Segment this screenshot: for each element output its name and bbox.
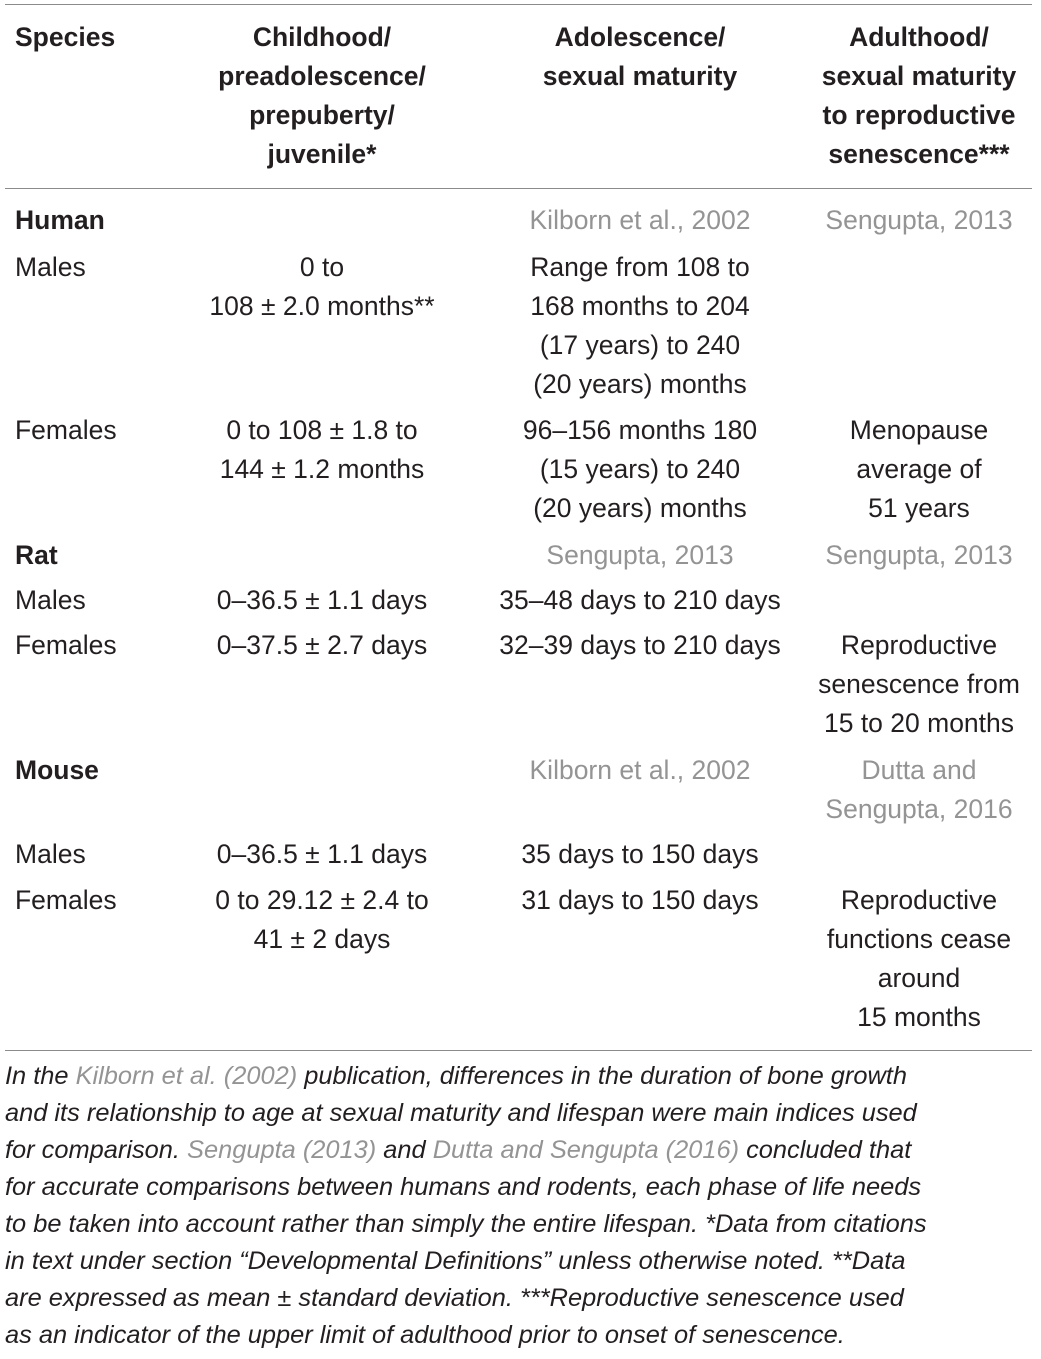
cell-line: 0 to bbox=[299, 252, 345, 282]
rat-males-adolescence: 35–48 days to 210 days bbox=[499, 585, 781, 615]
top-rule bbox=[5, 4, 1032, 5]
mouse-females-adulthood bbox=[827, 881, 1011, 1037]
cell-line: 15 to 20 months bbox=[823, 708, 1015, 738]
mouse-females-adolescence: 31 days to 150 days bbox=[521, 885, 759, 915]
human-adulthood-reference: Sengupta, 2013 bbox=[825, 205, 1013, 235]
footnote-line: for comparison. Sengupta (2013) and Dutta and Sengupta (2016) concluded that bbox=[5, 1136, 912, 1164]
header-adulthood bbox=[822, 18, 1016, 174]
human-males-label: Males bbox=[15, 252, 86, 282]
rat-females-adulthood bbox=[818, 626, 1020, 743]
cell-line: senescence from bbox=[818, 669, 1020, 699]
cell-line: Sengupta, 2016 bbox=[825, 794, 1013, 824]
human-females-childhood bbox=[220, 411, 425, 489]
rat-females-adolescence: 32–39 days to 210 days bbox=[499, 630, 781, 660]
mouse-females-childhood bbox=[215, 881, 428, 959]
mouse-females-label: Females bbox=[15, 885, 117, 915]
header-line: prepuberty/ bbox=[249, 100, 395, 130]
footnote-line: are expressed as mean ± standard deviation. ***Reproductive senescence used bbox=[5, 1284, 904, 1312]
header-line: sexual maturity bbox=[542, 61, 738, 91]
dutta-sengupta-citation-link[interactable]: Dutta and Sengupta (2016) bbox=[432, 1136, 740, 1164]
mouse-males-label: Males bbox=[15, 839, 86, 869]
cell-line: 51 years bbox=[868, 493, 970, 523]
cell-line: average of bbox=[856, 454, 982, 484]
cell-line: Reproductive bbox=[840, 885, 998, 915]
footnote-line: to be taken into account rather than simply the entire lifespan. *Data from citations bbox=[5, 1210, 927, 1238]
footnote-line: in text under section “Developmental Definitions” unless otherwise noted. **Data bbox=[5, 1247, 906, 1275]
cell-line: 168 months to 204 bbox=[530, 291, 750, 321]
rat-adulthood-reference: Sengupta, 2013 bbox=[825, 540, 1013, 570]
footnote-line: and its relationship to age at sexual maturity and lifespan were main indices used bbox=[5, 1099, 917, 1127]
header-rule bbox=[5, 188, 1032, 189]
header-line: senescence*** bbox=[828, 139, 1010, 169]
mouse-adulthood-reference bbox=[825, 751, 1012, 829]
header-line: Childhood/ bbox=[252, 22, 392, 52]
rat-females-childhood: 0–37.5 ± 2.7 days bbox=[216, 630, 428, 660]
bottom-rule bbox=[5, 1050, 1032, 1051]
footnote-line: for accurate comparisons between humans and rodents, each phase of life needs bbox=[5, 1173, 922, 1201]
species-rat: Rat bbox=[15, 540, 58, 570]
cell-line: (17 years) to 240 bbox=[539, 330, 741, 360]
header-line: sexual maturity bbox=[821, 61, 1017, 91]
header-adolescence bbox=[543, 18, 737, 96]
table-footnote bbox=[5, 1058, 1036, 1354]
cell-line: Dutta and bbox=[861, 755, 977, 785]
species-human: Human bbox=[15, 205, 105, 235]
cell-line: Reproductive bbox=[840, 630, 998, 660]
human-females-label: Females bbox=[15, 415, 117, 445]
cell-line: 108 ± 2.0 months** bbox=[209, 291, 435, 321]
header-line: to reproductive bbox=[822, 100, 1016, 130]
human-males-adolescence bbox=[530, 248, 750, 404]
mouse-males-childhood: 0–36.5 ± 1.1 days bbox=[216, 839, 428, 869]
cell-line: Menopause bbox=[849, 415, 989, 445]
header-line: juvenile* bbox=[267, 139, 377, 169]
cell-line: Range from 108 to bbox=[530, 252, 750, 282]
cell-line: 15 months bbox=[857, 1002, 981, 1032]
header-childhood bbox=[218, 18, 426, 174]
human-males-childhood bbox=[209, 248, 434, 326]
rat-males-childhood: 0–36.5 ± 1.1 days bbox=[216, 585, 428, 615]
kilborn-citation-link[interactable]: Kilborn et al. (2002) bbox=[75, 1062, 298, 1090]
header-line: preadolescence/ bbox=[218, 61, 426, 91]
footnote-line: as an indicator of the upper limit of adulthood prior to onset of senescence. bbox=[5, 1321, 845, 1349]
cell-line: 96–156 months 180 bbox=[522, 415, 758, 445]
human-females-adolescence bbox=[523, 411, 757, 528]
rat-males-label: Males bbox=[15, 585, 86, 615]
human-females-adulthood bbox=[850, 411, 989, 528]
footnote-line: In the Kilborn et al. (2002) publication, differences in the duration of bone growth bbox=[5, 1062, 907, 1090]
cell-line: (20 years) months bbox=[533, 493, 747, 523]
cell-line: functions cease bbox=[826, 924, 1012, 954]
mouse-adolescence-reference: Kilborn et al., 2002 bbox=[529, 755, 751, 785]
sengupta-citation-link[interactable]: Sengupta (2013) bbox=[187, 1136, 377, 1164]
cell-line: 144 ± 1.2 months bbox=[219, 454, 425, 484]
cell-line: (20 years) months bbox=[533, 369, 747, 399]
cell-line: (15 years) to 240 bbox=[539, 454, 741, 484]
cell-line: 41 ± 2 days bbox=[253, 924, 391, 954]
human-adolescence-reference: Kilborn et al., 2002 bbox=[529, 205, 751, 235]
cell-line: 0 to 108 ± 1.8 to bbox=[226, 415, 418, 445]
header-line: Adulthood/ bbox=[849, 22, 989, 52]
rat-females-label: Females bbox=[15, 630, 117, 660]
header-species: Species bbox=[15, 22, 116, 52]
rat-adolescence-reference: Sengupta, 2013 bbox=[546, 540, 734, 570]
cell-line: around bbox=[877, 963, 961, 993]
header-line: Adolescence/ bbox=[554, 22, 726, 52]
mouse-males-adolescence: 35 days to 150 days bbox=[521, 839, 759, 869]
species-mouse: Mouse bbox=[15, 755, 99, 785]
cell-line: 0 to 29.12 ± 2.4 to bbox=[215, 885, 429, 915]
